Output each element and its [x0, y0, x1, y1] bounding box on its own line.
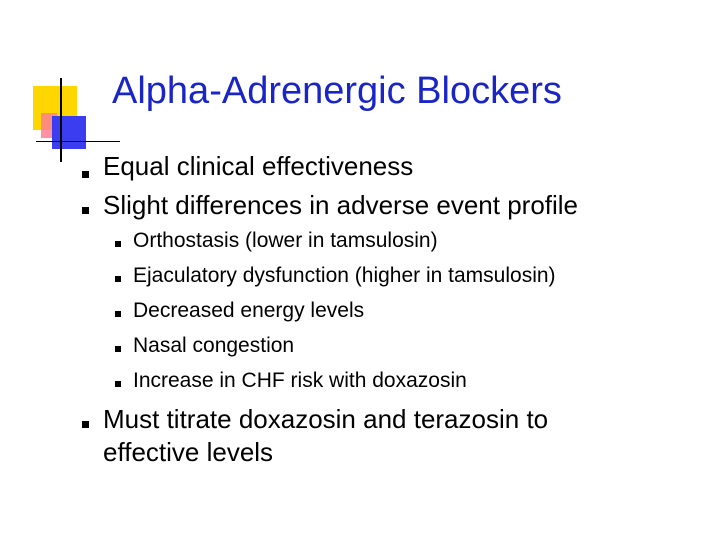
bullet-item: Must titrate doxazosin and terazosin to	[103, 404, 549, 434]
sub-bullet-item: Decreased energy levels	[133, 299, 365, 322]
bullet-marker	[82, 171, 89, 178]
decor-vertical-line	[60, 78, 62, 162]
decor-horizontal-line	[36, 141, 120, 142]
sub-bullet-marker	[115, 381, 121, 387]
bullet-item: Equal clinical effectiveness	[103, 151, 414, 181]
bullet-item: Slight differences in adverse event profile	[103, 190, 579, 220]
decor-blue-square	[52, 116, 86, 149]
bullet-item-continuation: effective levels	[103, 437, 274, 467]
slide-title: Alpha-Adrenergic Blockers	[112, 70, 562, 112]
sub-bullet-marker	[115, 276, 121, 282]
sub-bullet-marker	[115, 311, 121, 317]
sub-bullet-marker	[115, 346, 121, 352]
sub-bullet-item: Orthostasis (lower in tamsulosin)	[133, 229, 438, 252]
bullet-marker	[82, 207, 89, 214]
bullet-marker	[82, 421, 89, 428]
sub-bullet-item: Nasal congestion	[133, 334, 295, 357]
sub-bullet-marker	[115, 241, 121, 247]
sub-bullet-item: Increase in CHF risk with doxazosin	[133, 369, 467, 392]
sub-bullet-item: Ejaculatory dysfunction (higher in tamsulosin)	[133, 264, 556, 287]
